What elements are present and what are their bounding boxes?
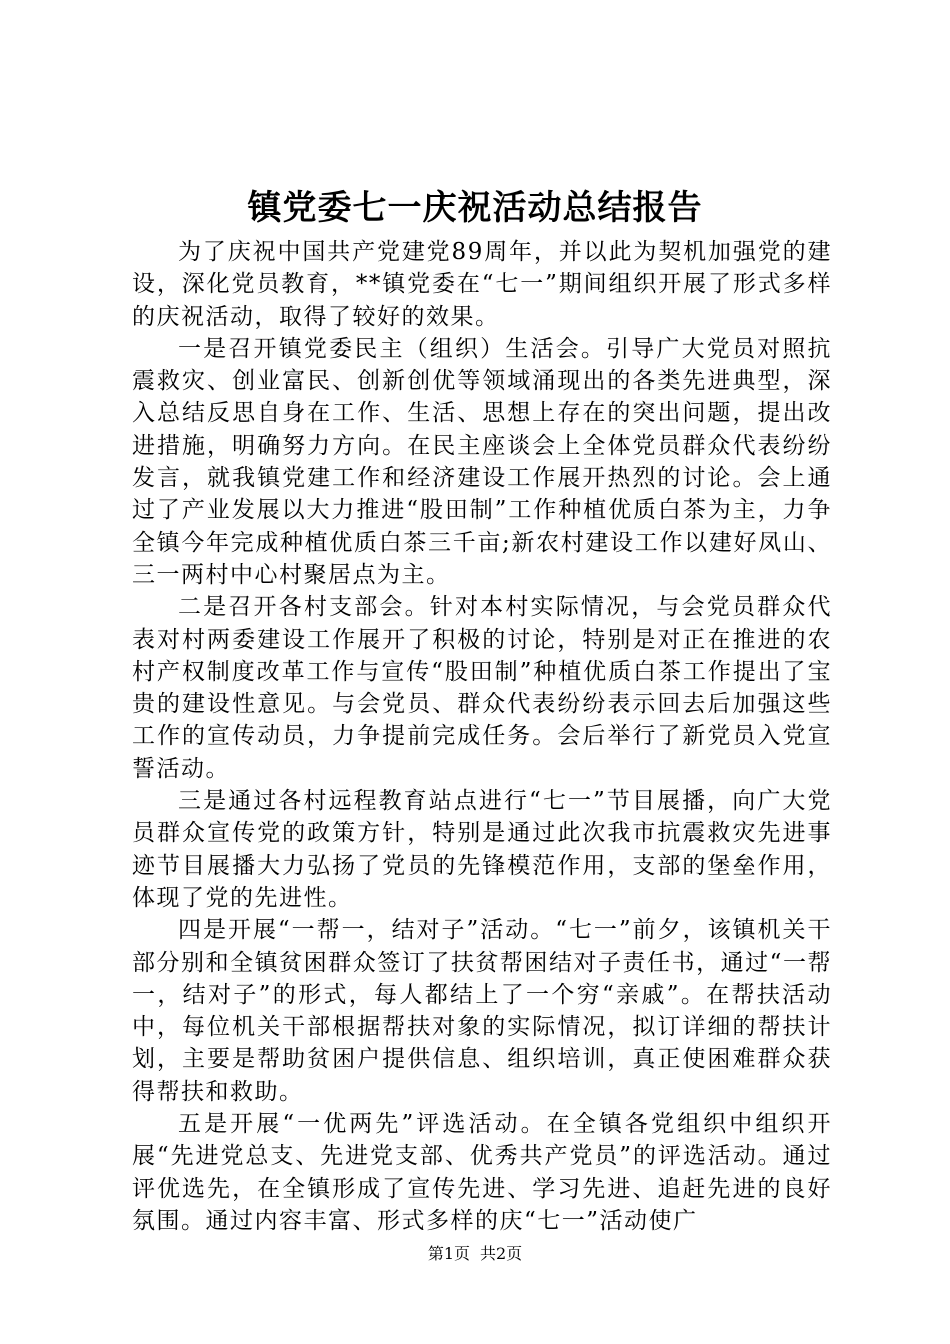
document-body <box>132 236 832 1237</box>
paragraph-two: 二是召开各村支部会。针对本村实际情况，与会党员群众代表对村两委建设工作展开了积极的讨论，特别是对正在推进的农村产权制度改革工作与宣传“股田制”种植优质白茶工作提出了宝贵的建设性意见。与会党员、群众代表纷纷表示回去后加强这些工作的宣传动员，力争提前完成任务。会后举行了新党员入党宣誓活动。 <box>132 594 832 782</box>
paragraph-three: 三是通过各村远程教育站点进行“七一”节目展播，向广大党员群众宣传党的政策方针，特别是通过此次我市抗震救灾先进事迹节目展播大力弘扬了党员的先锋模范作用，支部的堡垒作用，体现了党的先进性。 <box>132 788 832 911</box>
page-footer <box>0 1243 950 1265</box>
intro-paragraph: 为了庆祝中国共产党建党89周年，并以此为契机加强党的建设，深化党员教育，**镇党委在“七一”期间组织开展了形式多样的庆祝活动，取得了较好的效果。 <box>132 239 832 330</box>
page-total: 共2页 <box>480 1244 523 1263</box>
document-title: 镇党委七一庆祝活动总结报告 <box>247 188 703 228</box>
page-number: 第1页 <box>427 1244 470 1263</box>
paragraph-five: 五是开展“一优两先”评选活动。在全镇各党组织中组织开展“先进党总支、先进党支部、优秀共产党员”的评选活动。通过评优选先，在全镇形成了宣传先进、学习先进、追赶先进的良好氛围。通过内容丰富、形式多样的庆“七一”活动使广 <box>132 1111 832 1234</box>
paragraph-four: 四是开展“一帮一，结对子”活动。“七一”前夕，该镇机关干部分别和全镇贫困群众签订了扶贫帮困结对子责任书，通过“一帮一，结对子”的形式，每人都结上了一个穷“亲戚”。在帮扶活动中，每位机关干部根据帮扶对象的实际情况，拟订详细的帮扶计划，主要是帮助贫困户提供信息、组织培训，真正使困难群众获得帮扶和救助。 <box>132 917 832 1105</box>
paragraph-one: 一是召开镇党委民主（组织）生活会。引导广大党员对照抗震救灾、创业富民、创新创优等领域涌现出的各类先进典型，深入总结反思自身在工作、生活、思想上存在的突出问题，提出改进措施，明确努力方向。在民主座谈会上全体党员群众代表纷纷发言，就我镇党建工作和经济建设工作展开热烈的讨论。会上通过了产业发展以大力推进“股田制”工作种植优质白茶为主，力争全镇今年完成种植优质白茶三千亩;新农村建设工作以建好凤山、三一两村中心村聚居点为主。 <box>132 335 832 588</box>
